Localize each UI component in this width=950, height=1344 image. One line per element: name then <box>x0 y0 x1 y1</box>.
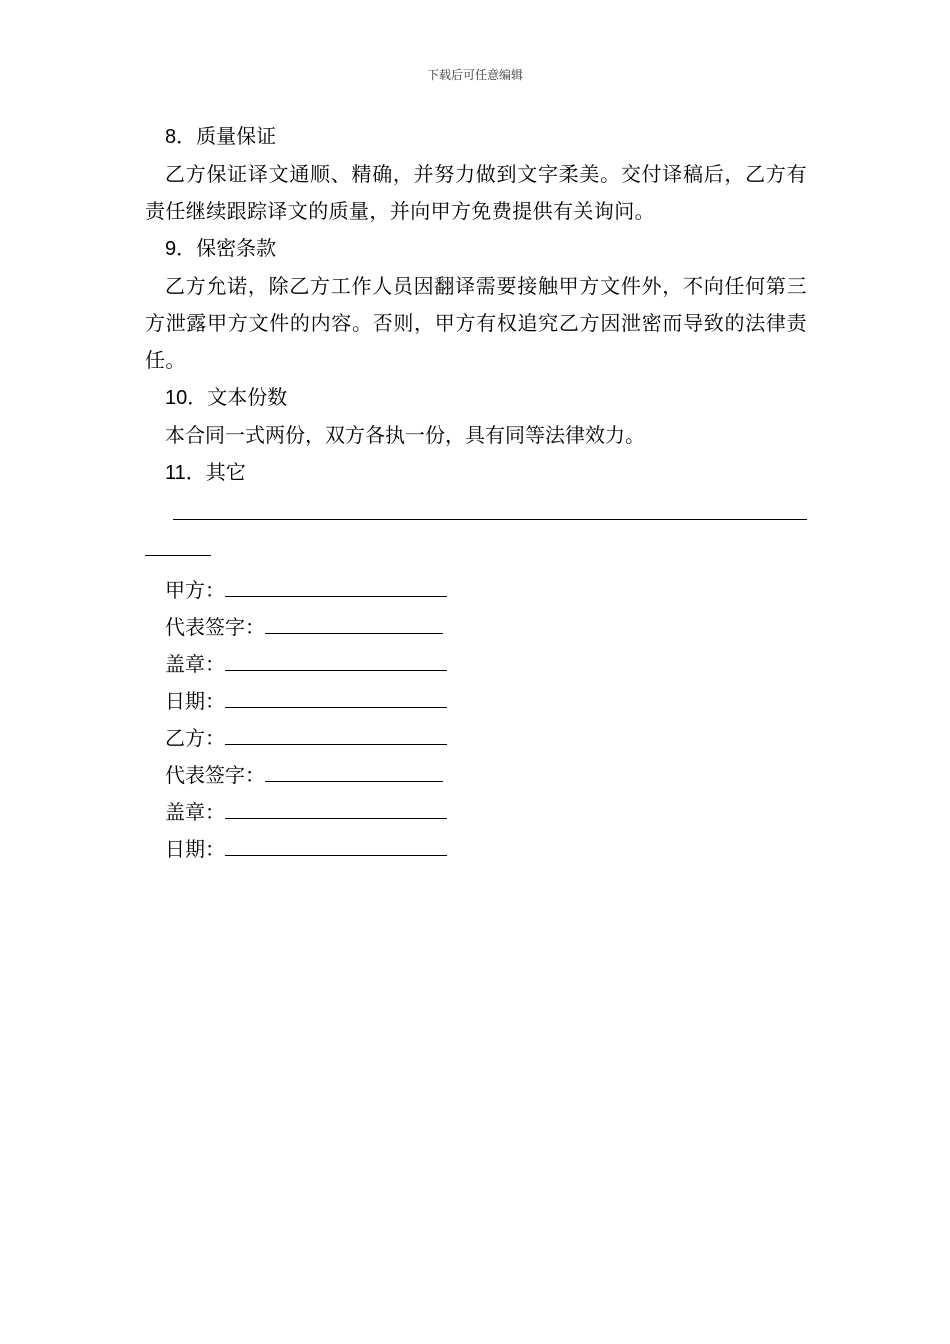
section-number: 8 <box>165 126 177 148</box>
other-terms-blank <box>145 492 807 566</box>
signature-row-party-b-seal <box>145 788 807 825</box>
signature-label: 日期： <box>165 689 225 713</box>
signature-blank <box>225 831 447 856</box>
signature-blank <box>265 609 443 634</box>
signature-label: 日期： <box>165 837 225 861</box>
blank-line <box>173 519 807 520</box>
signature-row-party-a <box>145 566 807 603</box>
signature-label: 乙方： <box>165 726 225 750</box>
signature-blank <box>265 757 443 782</box>
signature-blank <box>225 794 447 819</box>
section-body-confidentiality: 乙方允诺，除乙方工作人员因翻译需要接触甲方文件外，不向任何第三方泄露甲方文件的内容。否则，甲方有权追究乙方因泄密而导致的法律责任。 <box>145 274 807 372</box>
page-header: 下载后可任意编辑 <box>426 68 523 82</box>
section-heading-copies <box>145 379 807 417</box>
section-heading-other <box>145 454 807 492</box>
signature-row-party-a-rep <box>145 603 807 640</box>
section-body-quality: 乙方保证译文通顺、精确，并努力做到文字柔美。交付译稿后，乙方有责任继续跟踪译文的质量，并向甲方免费提供有关询问。 <box>145 162 807 223</box>
signature-row-party-b <box>145 714 807 751</box>
section-number: 10 <box>165 387 188 409</box>
signature-blank <box>225 683 447 708</box>
section-title: ．文本份数 <box>187 385 288 409</box>
section-title: ．质量保证 <box>176 124 277 148</box>
section-title: ．保密条款 <box>176 236 277 260</box>
signature-label: 甲方： <box>165 578 225 602</box>
signature-row-party-b-rep <box>145 751 807 788</box>
signature-label: 代表签字： <box>165 615 265 639</box>
signature-blank <box>225 572 447 597</box>
section-body-copies: 本合同一式两份，双方各执一份，具有同等法律效力。 <box>165 423 645 447</box>
section-number: 9 <box>165 238 177 260</box>
signature-blank <box>225 646 447 671</box>
document-body <box>145 118 807 862</box>
section-number: 11 <box>165 462 186 484</box>
signature-row-party-a-seal <box>145 640 807 677</box>
signature-label: 代表签字： <box>165 763 265 787</box>
signature-row-party-a-date <box>145 677 807 714</box>
signature-label: 盖章： <box>165 800 225 824</box>
signature-row-party-b-date <box>145 825 807 862</box>
signature-label: 盖章： <box>165 652 225 676</box>
section-title: ．其它 <box>185 460 246 484</box>
section-heading-quality <box>145 118 807 156</box>
section-heading-confidentiality <box>145 230 807 268</box>
blank-line <box>145 555 211 556</box>
signature-blank <box>225 720 447 745</box>
